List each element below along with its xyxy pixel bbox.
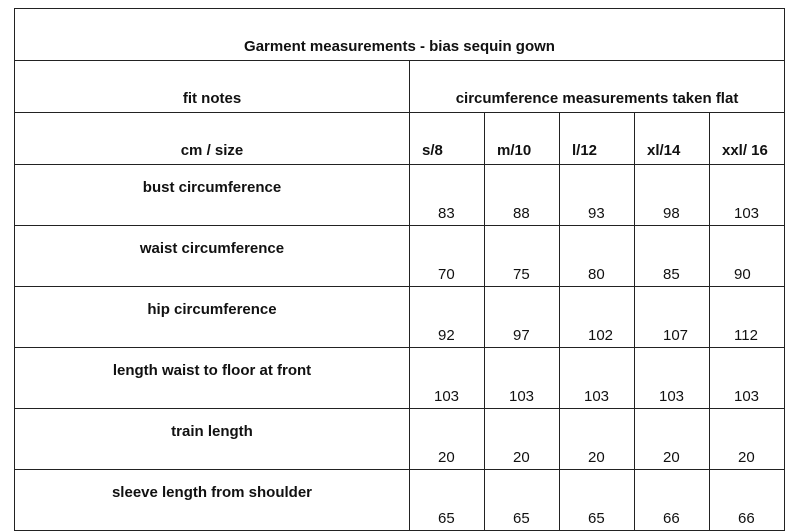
group-header-row <box>15 61 785 113</box>
table-title: Garment measurements - bias sequin gown <box>15 9 785 61</box>
size-header-m: m/10 <box>485 113 560 165</box>
table-cell: 85 <box>635 226 710 287</box>
table-cell: 75 <box>485 226 560 287</box>
table-cell: 65 <box>560 470 635 531</box>
circumference-header: circumference measurements taken flat <box>410 61 785 113</box>
table-cell: 103 <box>710 348 785 409</box>
table-cell: 66 <box>635 470 710 531</box>
table-cell: 66 <box>710 470 785 531</box>
table-row <box>15 226 785 287</box>
row-label: length waist to floor at front <box>15 348 410 409</box>
row-label: hip circumference <box>15 287 410 348</box>
row-label: waist circumference <box>15 226 410 287</box>
size-header-label: cm / size <box>15 113 410 165</box>
row-label: sleeve length from shoulder <box>15 470 410 531</box>
table-row <box>15 470 785 531</box>
row-label: train length <box>15 409 410 470</box>
fit-notes-header: fit notes <box>15 61 410 113</box>
table-row <box>15 409 785 470</box>
size-header-row <box>15 113 785 165</box>
row-label: bust circumference <box>15 165 410 226</box>
table-cell: 83 <box>410 165 485 226</box>
table-cell: 80 <box>560 226 635 287</box>
table-cell: 92 <box>410 287 485 348</box>
table-cell: 20 <box>635 409 710 470</box>
size-header-xxl: xxl/ 16 <box>710 113 785 165</box>
table-cell: 103 <box>560 348 635 409</box>
table-cell: 90 <box>710 226 785 287</box>
table-cell: 112 <box>710 287 785 348</box>
table-cell: 93 <box>560 165 635 226</box>
table-cell: 20 <box>710 409 785 470</box>
table-row <box>15 348 785 409</box>
title-row <box>15 9 785 61</box>
table-cell: 65 <box>410 470 485 531</box>
table-cell: 70 <box>410 226 485 287</box>
table-cell: 98 <box>635 165 710 226</box>
table-cell: 103 <box>710 165 785 226</box>
measurements-table <box>14 8 785 531</box>
size-header-l: l/12 <box>560 113 635 165</box>
table-cell: 88 <box>485 165 560 226</box>
table-cell: 103 <box>485 348 560 409</box>
table-cell: 107 <box>635 287 710 348</box>
table-row <box>15 165 785 226</box>
table-cell: 20 <box>485 409 560 470</box>
table-cell: 103 <box>635 348 710 409</box>
table-row <box>15 287 785 348</box>
table-cell: 20 <box>410 409 485 470</box>
table-cell: 65 <box>485 470 560 531</box>
table-cell: 103 <box>410 348 485 409</box>
table-cell: 20 <box>560 409 635 470</box>
size-header-s: s/8 <box>410 113 485 165</box>
table-cell: 97 <box>485 287 560 348</box>
size-header-xl: xl/14 <box>635 113 710 165</box>
table-cell: 102 <box>560 287 635 348</box>
